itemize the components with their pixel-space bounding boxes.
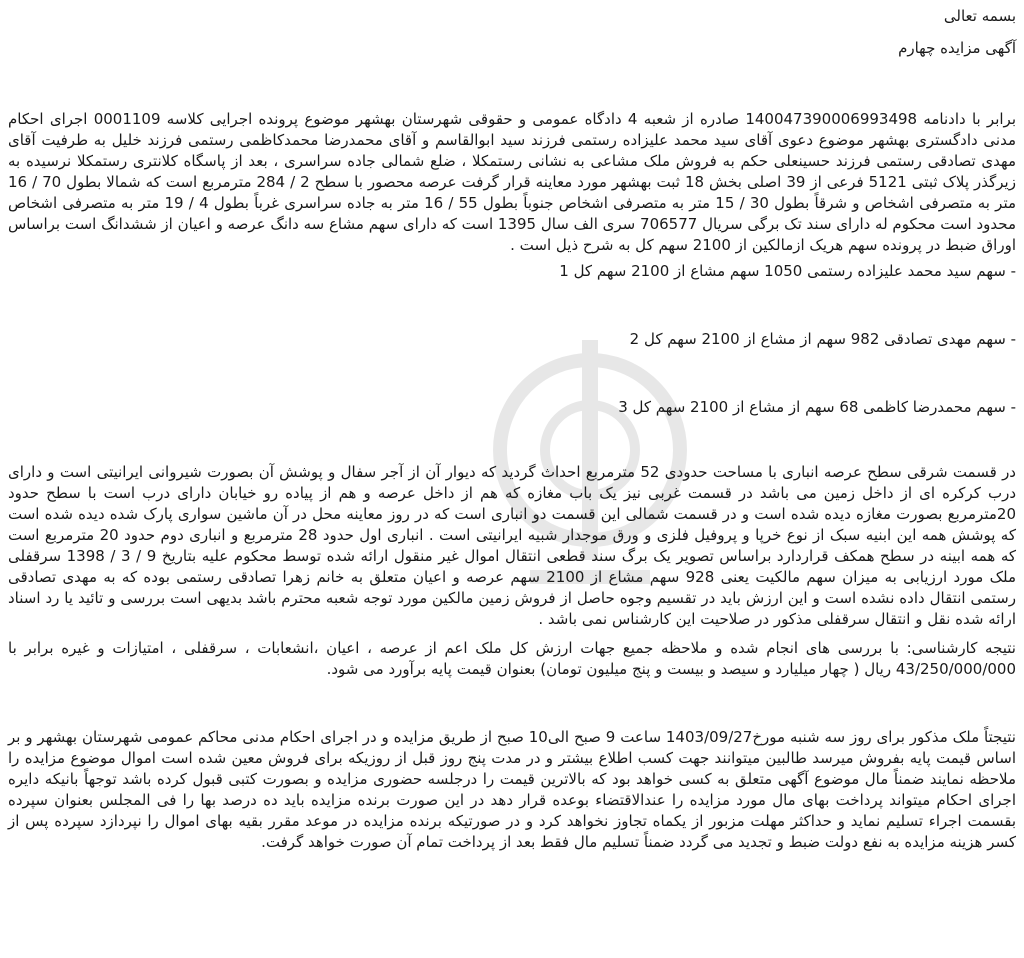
description-paragraph: در قسمت شرقی سطح عرصه انباری با مساحت حدودی 52 مترمربع احداث گردید که دیوار آن از آجر سفال و پوشش آن بصورت شیروانی ایرانیتی است و دارای درب کرکره ای از داخل زمین می باشد در قسمت غربی نیز یک باب مغازه که هم از داخل عرصه و هم از پیاده رو خیابان دارای درب است با سطح حدود 20مترمربع بصورت مغازه دیده شده است و در قسمت شمالی این قسمت دو انباری است که در روز معاینه محل در آن ماشین سواری پارک شده دیده شده است که پوشش همه این ابنیه سبک از نوع خرپا و پروفیل فلزی و ورق موجدار شبیه ایرانیتی است . انباری اول حدود 28 مترمربع و انباری دوم حدود 20 مترمربع است که همه ابینه در سطح همکف قراردارد براساس تصویر یک برگ سند قطعی انتقال اموال غیر منقول ارائه شده توسط محکوم علیه بتاریخ 9 / 3 / 1398 سرقفلی ملک مورد ارزیابی به میزان سهم مالکیت یعنی 928 سهم مشاع از 2100 سهم عرصه و اعیان متعلق به خانم زهرا تصادقی رستمی بوده که به مهدی تصادقی رستمی انتقال داده نشده است و این ارزش باید در تقسیم وجوه حاصل از فروش زمین مالکین مورد توجه شعبه محترم باشد بدیهی است بررسی و تائید یا رد اسناد ارائه شده نقل و انتقال سرقفلی مذکور در صلاحیت این کارشناس نمی باشد . — [8, 463, 1017, 628]
share-item-2: - سهم مهدی تصادقی 982 سهم از مشاع از 2100 سهم کل 2 — [629, 330, 1016, 348]
notice-document — [8, 6, 1016, 853]
notice-title: آگهی مزایده چهارم — [898, 39, 1016, 57]
intro-paragraph: برابر با دادنامه 140047390006993498 صادره از شعبه 4 دادگاه عمومی و حقوقی شهرستان بهشهر موضوع پرونده اجرایی کلاسه 0001109 اجرای احکام مدنی دادگستری بهشهر موضوع دعوی آقای سید محمد علیزاده رستمی فرزند سید ابوالقاسم و آقای محمدرضا محمدکاظمی رستمی فرزند خلیل به طرفیت آقای مهدی تصادقی رستمی فرزند حسینعلی حکم به فروش ملک مشاعی به نشانی رستمکلا ، ضلع شمالی جاده سراسری ، بعد از پاسگاه کلانتری رستمکلا نرسیده به زیرگذر پلاک ثبتی 5121 فرعی از 39 اصلی بخش 18 ثبت بهشهر مورد معاینه قرار گرفت عرصه محصور با سطح 2 / 284 مترمربع است که شمالا بطول 70 / 16 متر به متصرفی اشخاص و شرقاً بطول 30 / 15 متر به متصرفی اشخاص جنوباً بطول 55 / 16 متر به جاده سراسری غرباً بطول 4 / 19 متر به متصرفی اشخاص محدود است محکوم له دارای سند تک برگی سریال 706577 سری الف سال 1395 است که دارای سهم مشاع سه دانگ عرصه و اعیان از ششدانگ است براساس اوراق ضبط در پرونده سهم هریک ازمالکین از 2100 سهم کل به شرح ذیل است . — [8, 110, 1017, 254]
basmala-heading: بسمه تعالی — [943, 7, 1016, 25]
auction-terms-paragraph: نتیجتاً ملک مذکور برای روز سه شنبه مورخ1403/09/27 ساعت 9 صبح الی10 صبح از طریق مزایده و در اجرای احکام مدنی محاکم عمومی شهرستان بهشهر و بر اساس قیمت پایه بفروش میرسد طالبین میتوانند جهت کسب اطلاع بیشتر و در مدت پنج روز قبل از روزیکه برای فروش معین شده است اموال موضوع مزایده را ملاحظه نمایند ضمناً مال موضوع آگهی متعلق به کسی خواهد بود که بالاترین قیمت را درجلسه حضوری مزایده و بصورت کتبی قبول کرده باشد توجهاً بانیکه دایره اجرای احکام میتواند پرداخت بهای مال مورد مزایده را عندالاقتضاء بوعده قرار دهد در این صورت برنده مزایده باید ده درصد بها را فی المجلس بعنوان سپرده بقسمت اجراء تسلیم نماید و حداکثر مهلت مزبور از یکماه تجاوز نخواهد کرد و در صورتیکه برنده مزایده در موعد مقرر بقیه بهای اموال را نپردازد سپرده پس از کسر هزینه مزایده به نفع دولت ضبط و تجدید می گردد ضمناً تسلیم مال فقط بعد از پرداخت تمام آن صورت خواهد گرفت. — [8, 728, 1016, 851]
expert-result-paragraph: نتیجه کارشناسی: با بررسی های انجام شده و ملاحظه جمیع جهات ارزش کل ملک اعم از عرصه ، اعیان ،انشعابات ، سرقفلی ، امتیازات و غیره برابر با 43/250/000/000 ریال ( چهار میلیارد و سیصد و بیست و پنج میلیون تومان) بعنوان قیمت پایه برآورد می شود. — [8, 639, 1016, 678]
share-item-1: - سهم سید محمد علیزاده رستمی 1050 سهم مشاع از 2100 سهم کل 1 — [559, 262, 1016, 280]
share-item-3: - سهم محمدرضا کاظمی 68 سهم از مشاع از 2100 سهم کل 3 — [618, 398, 1016, 416]
